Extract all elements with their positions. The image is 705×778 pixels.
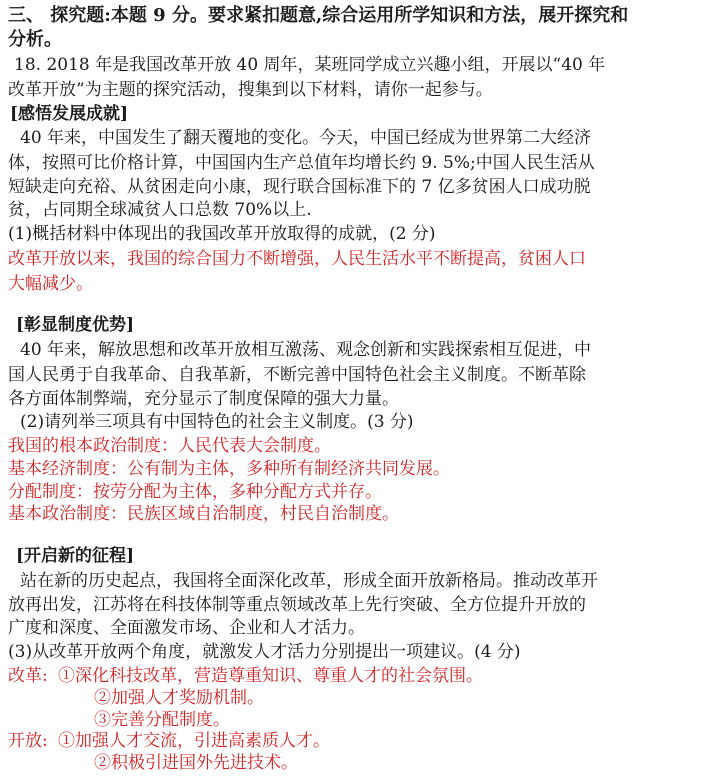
- section-heading-line1: 三、 探究题:本题 9 分。要求紧扣题意,综合运用所学知识和方法，展开探究和: [8, 4, 629, 26]
- part2-answer-line: 分配制度：按劳分配为主体，多种分配方式并存。: [8, 481, 382, 502]
- part3-question: (3)从改革开放两个角度，就激发人才活力分别提出一项建议。(4 分): [8, 642, 521, 663]
- part2-material-line: 各方面体制弊端，充分显示了制度保障的强大力量。: [8, 388, 399, 409]
- part2-answer-line: 基本经济制度：公有制为主体，多种所有制经济共同发展。: [8, 458, 450, 479]
- part2-answer-line: 基本政治制度：民族区域自治制度，村民自治制度。: [8, 504, 399, 525]
- part1-material-line: 贫，占同期全球减贫人口总数 70%以上.: [8, 200, 312, 221]
- part2-title: [彰显制度优势]: [16, 315, 135, 336]
- part2-answer-line: 我国的根本政治制度：人民代表大会制度。: [8, 436, 331, 456]
- part3-title: [开启新的征程]: [16, 546, 135, 567]
- question-intro-line2: 改革开放”为主题的探究活动，搜集到以下材料，请你一起参与。: [8, 79, 493, 100]
- part3-open-label: 开放:: [8, 731, 48, 752]
- part3-open-item: ②积极引进国外先进技术。: [94, 753, 298, 774]
- part3-reform-label: 改革:: [8, 665, 48, 686]
- section-heading-line2: 分析。: [8, 29, 62, 51]
- part1-answer-line: 大幅减少。: [8, 273, 93, 294]
- part1-material-line: 短缺走向充裕、从贫困走向小康，现行联合国标准下的 7 亿多贫困人口成功脱: [8, 176, 591, 197]
- part2-question: (2)请列举三项具有中国特色的社会主义制度。(3 分): [20, 412, 414, 433]
- part3-material-line: 广度和深度、全面激发市场、企业和人才活力。: [8, 618, 365, 639]
- part3-reform-item: ③完善分配制度。: [94, 709, 230, 730]
- part2-material-line: 40 年来，解放思想和改革开放相互激荡、观念创新和实践探索相互促进，中: [20, 340, 592, 361]
- question-intro-line1: 18. 2018 年是我国改革开放 40 周年，某班同学成立兴趣小组，开展以“40 年: [14, 55, 606, 76]
- part1-question: (1)概括材料中体现出的我国改革开放取得的成就，(2 分): [8, 224, 436, 245]
- part2-material-line: 国人民勇于自我革命、自我革新，不断完善中国特色社会主义制度。不断革除: [8, 364, 586, 385]
- part3-reform-item: ①深化科技改革，营造尊重知识、尊重人才的社会氛围。: [58, 665, 483, 686]
- part3-material-line: 放再出发，江苏将在科技体制等重点领域改革上先行突破、全方位提升开放的: [8, 594, 586, 615]
- part1-answer-line: 改革开放以来，我国的综合国力不断增强，人民生活水平不断提高，贫困人口: [8, 248, 586, 269]
- part1-material-line: 40 年来，中国发生了翻天覆地的变化。今天，中国已经成为世界第二大经济: [20, 128, 592, 149]
- part3-material-line: 站在新的历史起点，我国将全面深化改革，形成全面开放新格局。推动改革开: [20, 570, 598, 591]
- part3-open-item: ①加强人才交流，引进高素质人才。: [58, 731, 330, 752]
- part1-title: [感悟发展成就]: [10, 103, 129, 124]
- part3-reform-item: ②加强人才奖励机制。: [94, 687, 264, 708]
- part1-material-line: 体，按照可比价格计算，中国国内生产总值年均增长约 9. 5%;中国人民生活从: [8, 153, 595, 173]
